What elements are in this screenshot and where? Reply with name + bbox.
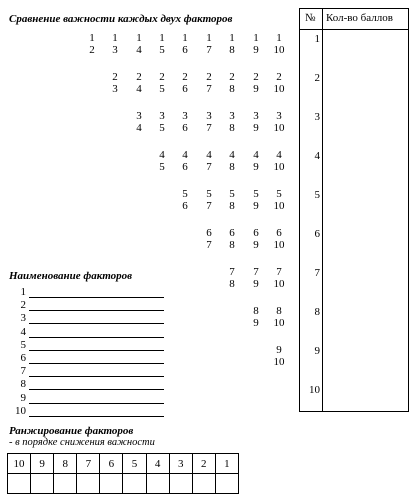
factor-blank-line (29, 403, 164, 404)
score-row-number: 3 (314, 111, 320, 123)
pair-top-number: 5 (206, 188, 212, 200)
pair-bottom-number: 8 (229, 122, 235, 134)
pair-bottom-number: 10 (273, 317, 285, 329)
factor-blank-line (29, 363, 164, 364)
pair-bottom-number: 3 (112, 44, 118, 56)
ranking-cell: 5 (123, 454, 146, 474)
pair-top-number: 2 (253, 71, 259, 83)
score-row-number: 10 (309, 384, 320, 396)
pair-top-number: 2 (206, 71, 212, 83)
pair-top-number: 6 (253, 227, 259, 239)
pair-top-number: 4 (276, 149, 282, 161)
pair-bottom-number: 7 (206, 200, 212, 212)
pair-top-number: 6 (229, 227, 235, 239)
factors-title: Наименование факторов (9, 270, 133, 282)
pair-bottom-number: 10 (273, 239, 285, 251)
pair-top-number: 3 (182, 110, 188, 122)
score-row-number: 7 (314, 267, 320, 279)
ranking-cell: 8 (54, 454, 77, 474)
score-row-number: 6 (314, 228, 320, 240)
ranking-header-row (8, 454, 239, 474)
pair-bottom-number: 8 (229, 161, 235, 173)
ranking-entry-cell (54, 474, 77, 494)
pair-bottom-number: 8 (229, 200, 235, 212)
pair-top-number: 1 (159, 32, 165, 44)
ranking-entry-cell (192, 474, 215, 494)
pair-bottom-number: 7 (206, 161, 212, 173)
ranking-entry-cell (146, 474, 169, 494)
ranking-cell: 2 (192, 454, 215, 474)
score-row-number: 5 (314, 189, 320, 201)
pair-top-number: 5 (182, 188, 188, 200)
score-table-col-num: № (305, 12, 316, 24)
factor-number: 3 (20, 312, 26, 325)
comparison-title: Сравнение важности каждых двух факторов (9, 13, 233, 25)
factor-blank-line (29, 337, 164, 338)
pair-bottom-number: 9 (253, 278, 259, 290)
pair-bottom-number: 7 (206, 239, 212, 251)
ranking-cell: 7 (77, 454, 100, 474)
pair-bottom-number: 10 (273, 278, 285, 290)
factor-number: 4 (20, 325, 26, 338)
pair-bottom-number: 7 (206, 44, 212, 56)
pair-top-number: 7 (229, 266, 235, 278)
ranking-entry-cell (169, 474, 192, 494)
pair-top-number: 5 (276, 188, 282, 200)
factor-blank-line (29, 297, 164, 298)
factor-number: 1 (20, 286, 26, 298)
pair-bottom-number: 5 (159, 122, 165, 134)
pair-bottom-number: 3 (112, 83, 118, 95)
pair-bottom-number: 5 (159, 161, 165, 173)
pair-top-number: 6 (206, 227, 212, 239)
score-row-number: 8 (314, 306, 320, 318)
score-row-number: 2 (314, 72, 320, 84)
pair-bottom-number: 6 (182, 161, 188, 173)
pair-bottom-number: 10 (273, 356, 285, 368)
pair-bottom-number: 8 (229, 83, 235, 95)
pair-top-number: 7 (253, 266, 259, 278)
factor-number: 2 (20, 299, 26, 312)
score-table (299, 8, 409, 412)
pair-top-number: 3 (253, 110, 259, 122)
pair-top-number: 2 (182, 71, 188, 83)
pair-bottom-number: 4 (136, 44, 142, 56)
factor-number: 8 (20, 378, 26, 391)
pair-top-number: 1 (182, 32, 188, 44)
ranking-subtitle: - в порядке снижения важности (9, 437, 155, 448)
pair-top-number: 3 (159, 110, 165, 122)
ranking-entry-cell (8, 474, 31, 494)
factor-number: 6 (20, 352, 26, 364)
pair-bottom-number: 6 (182, 200, 188, 212)
ranking-table (7, 453, 239, 494)
pair-bottom-number: 7 (206, 122, 212, 134)
pair-top-number: 9 (276, 344, 282, 356)
pair-bottom-number: 9 (253, 317, 259, 329)
score-row-number: 4 (314, 150, 320, 162)
pair-top-number: 1 (206, 32, 212, 44)
pair-bottom-number: 10 (273, 83, 285, 95)
pair-top-number: 2 (159, 71, 165, 83)
factor-number: 5 (20, 338, 26, 351)
pair-top-number: 1 (229, 32, 235, 44)
pair-bottom-number: 10 (273, 161, 285, 173)
pair-bottom-number: 6 (182, 83, 188, 95)
pair-bottom-number: 9 (253, 44, 259, 56)
pair-bottom-number: 6 (182, 122, 188, 134)
pair-top-number: 4 (253, 149, 259, 161)
pair-bottom-number: 10 (273, 200, 285, 212)
pair-top-number: 5 (229, 188, 235, 200)
pair-bottom-number: 5 (159, 83, 165, 95)
ranking-entry-cell (123, 474, 146, 494)
factor-number: 7 (20, 365, 26, 378)
pair-bottom-number: 7 (206, 83, 212, 95)
factor-blank-line (29, 323, 164, 324)
pair-top-number: 4 (229, 149, 235, 161)
ranking-entry-row (8, 474, 239, 494)
pair-top-number: 8 (276, 305, 282, 317)
pair-top-number: 1 (112, 32, 118, 44)
pair-top-number: 4 (159, 149, 165, 161)
ranking-entry-cell (31, 474, 54, 494)
ranking-cell: 6 (100, 454, 123, 474)
ranking-cell: 1 (215, 454, 238, 474)
pair-top-number: 4 (182, 149, 188, 161)
factor-blank-line (29, 310, 164, 311)
score-table-col-score: Кол-во баллов (326, 12, 393, 24)
pair-bottom-number: 9 (253, 83, 259, 95)
pair-top-number: 3 (276, 110, 282, 122)
pair-top-number: 1 (136, 32, 142, 44)
ranking-cell: 3 (169, 454, 192, 474)
ranking-entry-cell (100, 474, 123, 494)
factor-blank-line (29, 416, 164, 417)
ranking-entry-cell (77, 474, 100, 494)
pair-bottom-number: 9 (253, 239, 259, 251)
pair-top-number: 2 (276, 71, 282, 83)
pair-top-number: 2 (229, 71, 235, 83)
factor-number: 9 (20, 391, 26, 404)
pair-bottom-number: 9 (253, 161, 259, 173)
pair-top-number: 1 (253, 32, 259, 44)
ranking-cell: 9 (31, 454, 54, 474)
factor-number: 10 (15, 404, 26, 417)
pair-top-number: 3 (206, 110, 212, 122)
pair-bottom-number: 4 (136, 122, 142, 134)
pair-bottom-number: 8 (229, 278, 235, 290)
factor-blank-line (29, 350, 164, 351)
pair-top-number: 8 (253, 305, 259, 317)
pair-bottom-number: 10 (273, 44, 285, 56)
pair-bottom-number: 10 (273, 122, 285, 134)
pair-bottom-number: 9 (253, 122, 259, 134)
pair-bottom-number: 2 (89, 44, 95, 56)
pair-top-number: 1 (276, 32, 282, 44)
pair-top-number: 2 (136, 71, 142, 83)
pair-top-number: 6 (276, 227, 282, 239)
ranking-title: Ранжирование факторов (9, 425, 134, 437)
ranking-cell: 10 (8, 454, 31, 474)
pair-bottom-number: 6 (182, 44, 188, 56)
pair-top-number: 1 (89, 32, 95, 44)
pair-top-number: 5 (253, 188, 259, 200)
pair-bottom-number: 8 (229, 44, 235, 56)
pair-top-number: 7 (276, 266, 282, 278)
score-row-number: 1 (314, 33, 320, 45)
pair-bottom-number: 9 (253, 200, 259, 212)
pair-bottom-number: 4 (136, 83, 142, 95)
pair-bottom-number: 8 (229, 239, 235, 251)
ranking-cell: 4 (146, 454, 169, 474)
pair-bottom-number: 5 (159, 44, 165, 56)
pair-top-number: 4 (206, 149, 212, 161)
pair-top-number: 3 (229, 110, 235, 122)
pair-top-number: 2 (112, 71, 118, 83)
ranking-entry-cell (215, 474, 238, 494)
score-row-number: 9 (314, 345, 320, 357)
factor-blank-line (29, 376, 164, 377)
pair-top-number: 3 (136, 110, 142, 122)
factor-blank-line (29, 389, 164, 390)
